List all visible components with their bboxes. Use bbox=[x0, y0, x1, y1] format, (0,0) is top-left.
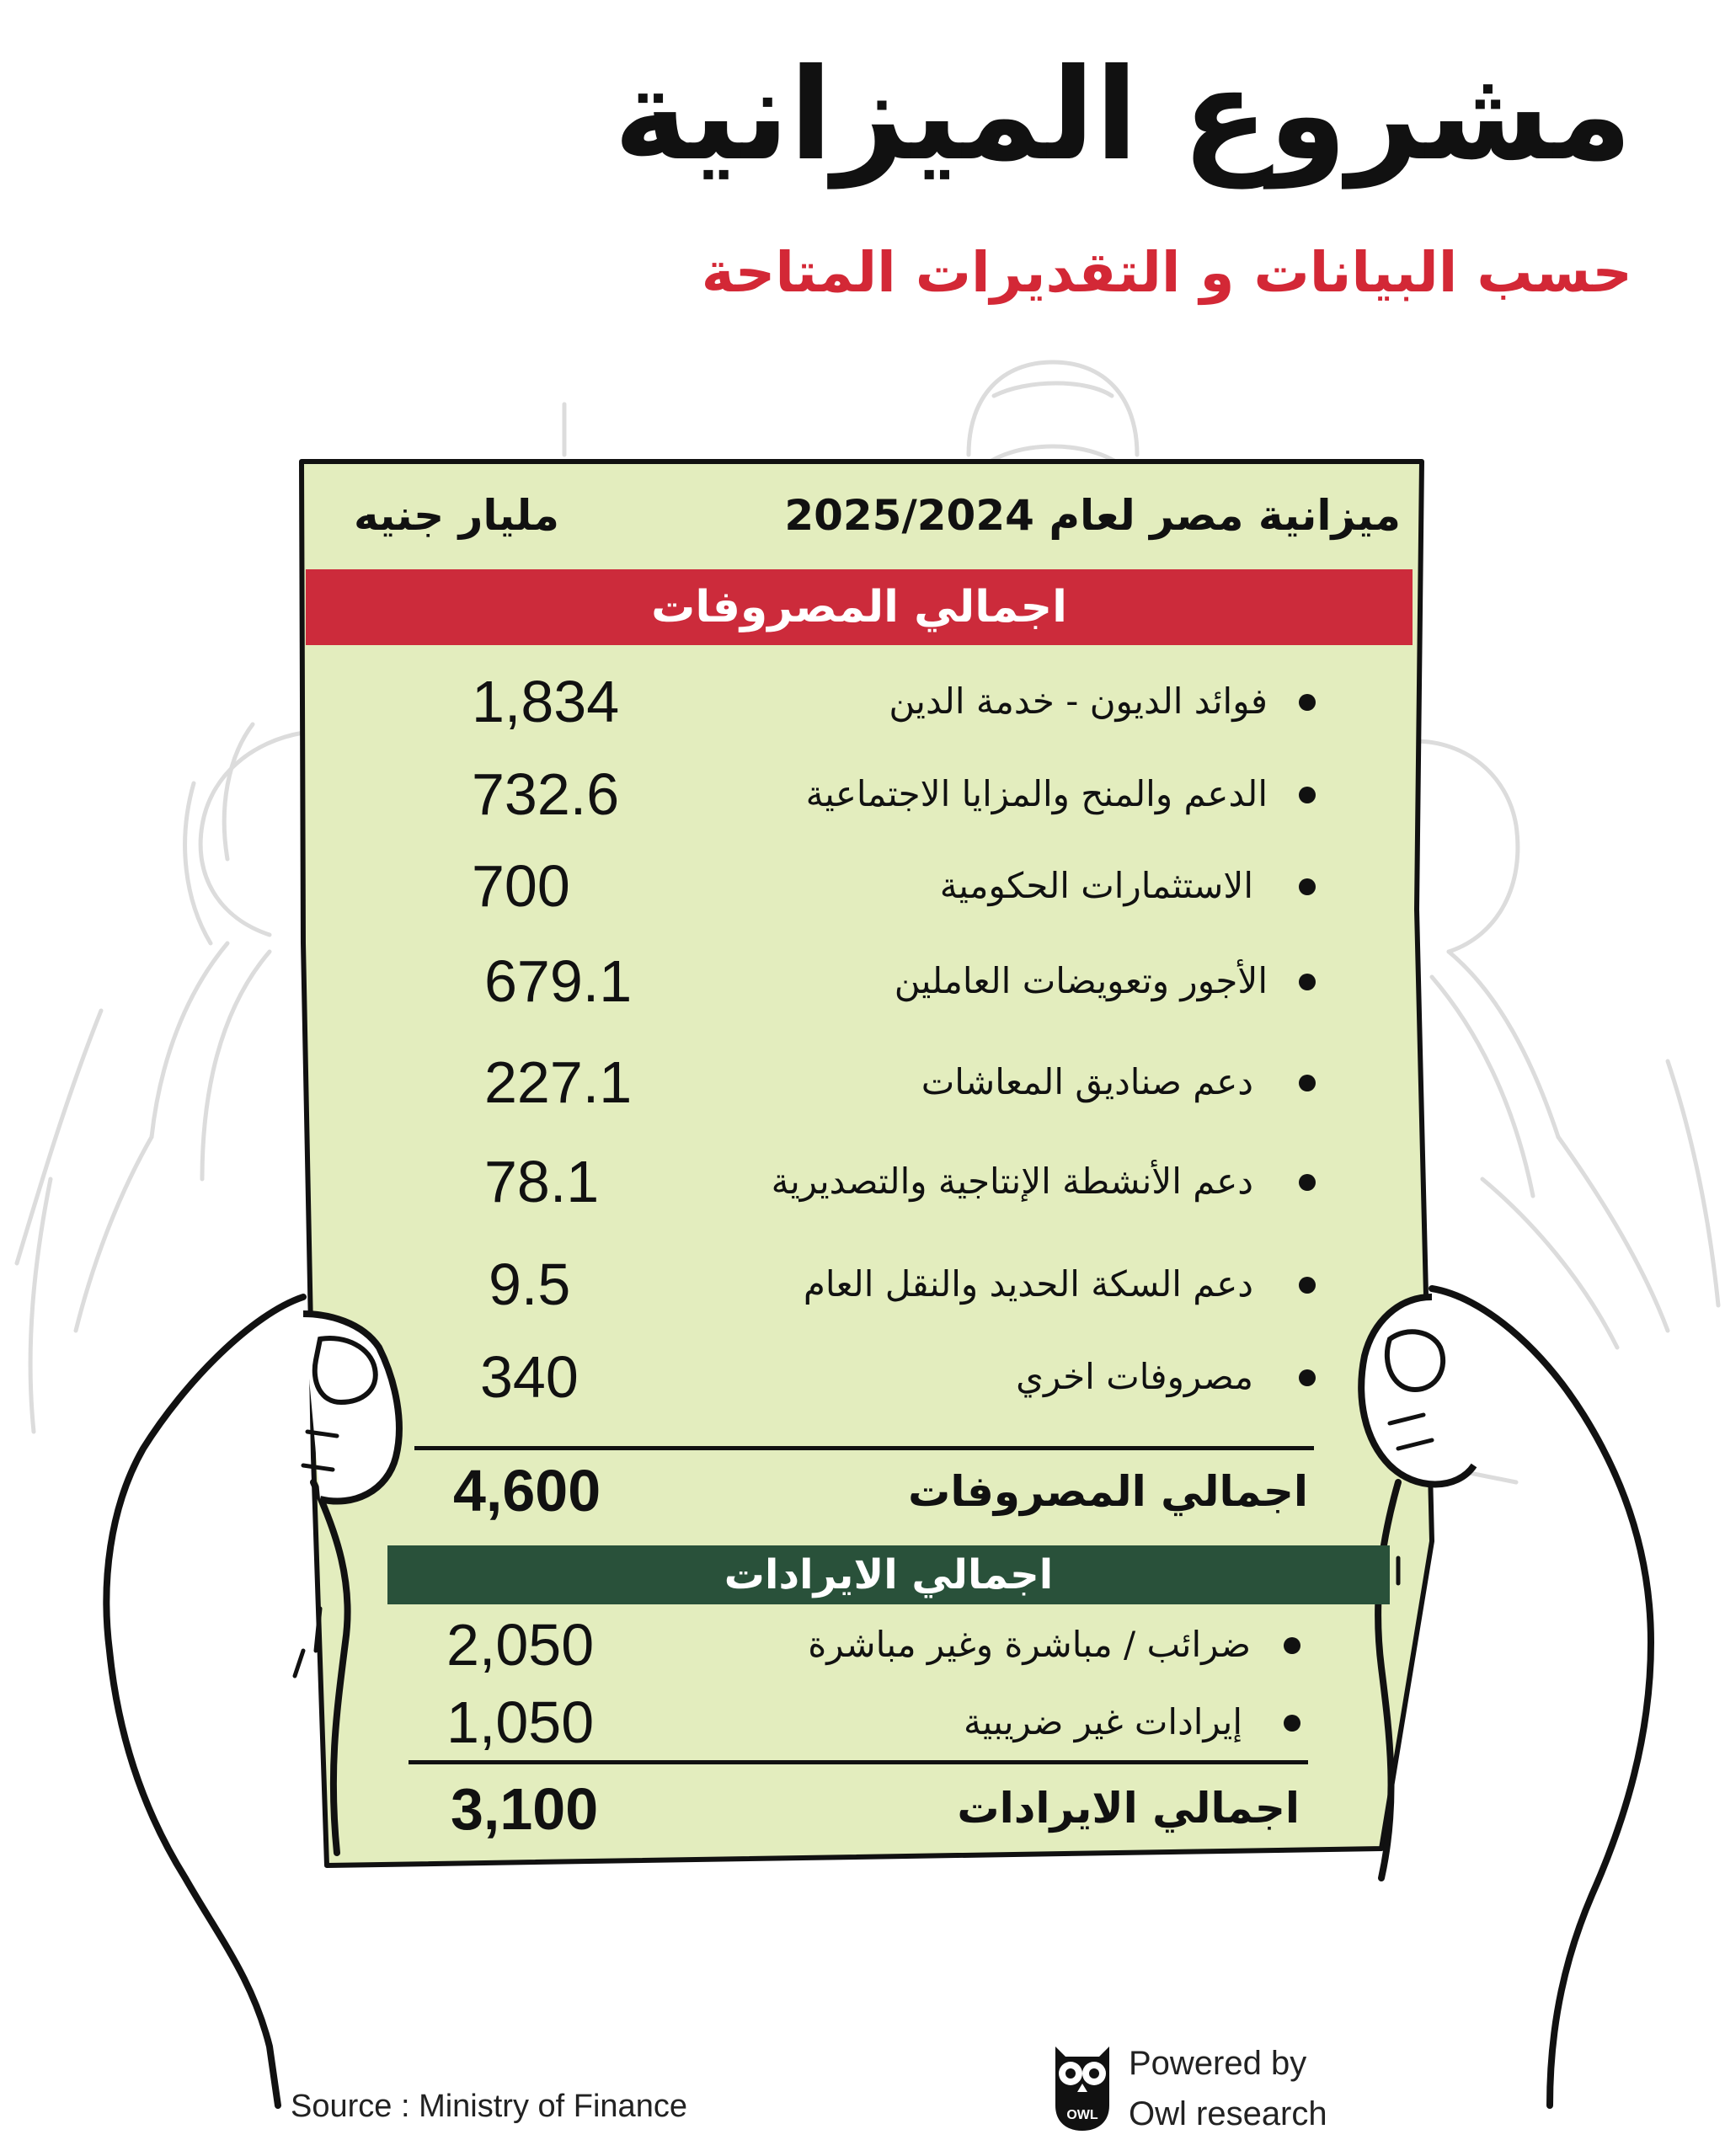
unit-label: مليار جنيه bbox=[354, 491, 559, 540]
powered-by-line2: Owl research bbox=[1129, 2095, 1327, 2132]
revenues-heading: اجمالي الايرادات bbox=[387, 1545, 1390, 1604]
expense-value: 78.1 bbox=[484, 1149, 600, 1214]
revenue-value: 2,050 bbox=[446, 1612, 595, 1678]
list-item bbox=[421, 1049, 1306, 1115]
list-item bbox=[421, 1251, 1306, 1317]
list-item bbox=[421, 948, 1306, 1014]
expense-label: دعم صناديق المعاشات bbox=[921, 1061, 1253, 1102]
source-note: Source : Ministry of Finance bbox=[291, 2089, 687, 2124]
expense-label: الدعم والمنح والمزايا الاجتماعية bbox=[805, 773, 1268, 814]
expense-value: 679.1 bbox=[484, 948, 633, 1014]
list-item bbox=[421, 1149, 1306, 1214]
revenue-label: إيرادات غير ضريبية bbox=[963, 1701, 1242, 1742]
list-item bbox=[421, 669, 1306, 734]
budget-title: ميزانية مصر لعام 2025/2024 bbox=[784, 491, 1401, 540]
bullet-icon bbox=[1284, 1715, 1300, 1732]
owl-logo-icon bbox=[1049, 2038, 1116, 2139]
bullet-icon bbox=[1299, 1075, 1316, 1091]
bullet-icon bbox=[1299, 1174, 1316, 1191]
page-title: مشروع الميزانية bbox=[613, 42, 1632, 189]
revenue-label: ضرائب / مباشرة وغير مباشرة bbox=[808, 1624, 1251, 1665]
expenses-heading: اجمالي المصروفات bbox=[306, 569, 1413, 645]
bullet-icon bbox=[1299, 878, 1316, 895]
bullet-icon bbox=[1284, 1637, 1300, 1654]
list-item bbox=[421, 1689, 1289, 1755]
revenues-total-value: 3,100 bbox=[451, 1776, 599, 1842]
powered-by-line1: Powered by bbox=[1129, 2045, 1307, 2082]
list-item bbox=[421, 853, 1306, 919]
bullet-icon bbox=[1299, 1277, 1316, 1294]
expense-label: الأجور وتعويضات العاملين bbox=[894, 960, 1268, 1001]
expense-label: الاستثمارات الحكومية bbox=[939, 865, 1253, 906]
expenses-total-value: 4,600 bbox=[453, 1458, 601, 1524]
revenue-value: 1,050 bbox=[446, 1689, 595, 1755]
expense-label: دعم السكة الحديد والنقل العام bbox=[803, 1263, 1253, 1305]
list-item bbox=[421, 761, 1306, 827]
bullet-icon bbox=[1299, 787, 1316, 803]
powered-by bbox=[1129, 2038, 1327, 2139]
expense-label: فوائد الديون - خدمة الدين bbox=[889, 680, 1268, 722]
expenses-total-label: اجمالي المصروفات bbox=[908, 1467, 1308, 1516]
expense-value: 340 bbox=[480, 1344, 579, 1410]
expense-value: 9.5 bbox=[489, 1251, 571, 1317]
bullet-icon bbox=[1299, 1369, 1316, 1386]
expense-value: 732.6 bbox=[472, 761, 620, 827]
page-subtitle: حسب البيانات و التقديرات المتاحة bbox=[701, 240, 1632, 305]
bullet-icon bbox=[1299, 974, 1316, 990]
owl-logo-text: OWL bbox=[1066, 2108, 1098, 2122]
expense-value: 227.1 bbox=[484, 1049, 633, 1115]
list-item bbox=[421, 1612, 1289, 1678]
list-item bbox=[421, 1344, 1306, 1410]
revenues-total-label: اجمالي الايرادات bbox=[957, 1784, 1300, 1833]
bullet-icon bbox=[1299, 694, 1316, 711]
expense-value: 700 bbox=[472, 853, 570, 919]
expense-value: 1,834 bbox=[472, 669, 620, 734]
expense-label: مصروفات اخري bbox=[1016, 1356, 1253, 1397]
expense-label: دعم الأنشطة الإنتاجية والتصديرية bbox=[771, 1161, 1253, 1202]
divider bbox=[409, 1760, 1308, 1764]
divider bbox=[414, 1446, 1314, 1450]
